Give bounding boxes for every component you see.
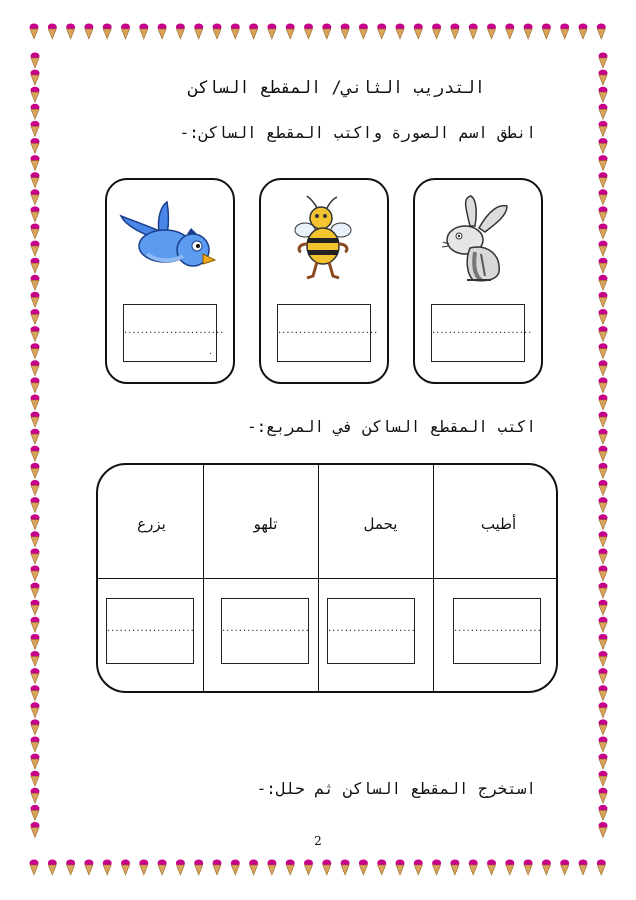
answer-placeholder: ..................... [328, 623, 416, 634]
ice-cream-cone-icon [599, 326, 608, 342]
ice-cream-cone-icon [599, 446, 608, 462]
ice-cream-cone-icon [286, 24, 295, 40]
ice-cream-cone-icon [31, 446, 40, 462]
exercise3-instruction: استخرج المقطع الساكن ثم حلل:- [256, 779, 536, 798]
ice-cream-cone-icon [31, 189, 40, 205]
ice-cream-cone-icon [599, 87, 608, 103]
picture-card-bird [105, 178, 235, 384]
ice-cream-cone-icon [66, 860, 75, 876]
ice-cream-cone-icon [31, 309, 40, 325]
ice-cream-cone-icon [103, 24, 112, 40]
word-cell: تلهو [253, 515, 278, 533]
ice-cream-cone-icon [31, 360, 40, 376]
ice-cream-cone-icon [176, 860, 185, 876]
ice-cream-cone-icon [139, 24, 148, 40]
ice-cream-cone-icon [396, 860, 405, 876]
ice-cream-cone-icon [267, 24, 276, 40]
ice-cream-cone-icon [599, 206, 608, 222]
ice-cream-cone-icon [31, 719, 40, 735]
ice-cream-cone-icon [560, 24, 569, 40]
word-cell: يزرع [137, 515, 166, 533]
ice-cream-cone-icon [84, 24, 93, 40]
ice-cream-cone-icon [377, 24, 386, 40]
ice-cream-cone-icon [599, 241, 608, 257]
ice-cream-cone-icon [84, 860, 93, 876]
ice-cream-cone-icon [450, 24, 459, 40]
ice-cream-cone-icon [579, 24, 588, 40]
ice-cream-cone-icon [599, 805, 608, 821]
words-table [96, 463, 558, 693]
stray-mark: . [209, 347, 212, 357]
ice-cream-cone-icon [31, 53, 40, 69]
ice-cream-cone-icon [249, 24, 258, 40]
ice-cream-cone-icon [599, 224, 608, 240]
ice-cream-cone-icon [432, 860, 441, 876]
ice-cream-cone-icon [579, 860, 588, 876]
ice-cream-cone-icon [31, 206, 40, 222]
page-title: التدريب الثاني/ المقطع الساكن [188, 78, 485, 98]
ice-cream-cone-icon [542, 24, 551, 40]
ice-cream-cone-icon [599, 788, 608, 804]
answer-placeholder: ........................ [278, 325, 379, 336]
ice-cream-cone-icon [31, 805, 40, 821]
ice-cream-cone-icon [31, 87, 40, 103]
ice-cream-cone-icon [31, 548, 40, 564]
ice-cream-cone-icon [599, 702, 608, 718]
ice-cream-cone-icon [341, 24, 350, 40]
bottom-border [0, 852, 636, 882]
ice-cream-cone-icon [31, 668, 40, 684]
right-border [588, 0, 618, 900]
ice-cream-cone-icon [599, 771, 608, 787]
ice-cream-cone-icon [304, 24, 313, 40]
ice-cream-cone-icon [599, 754, 608, 770]
ice-cream-cone-icon [31, 566, 40, 582]
ice-cream-cone-icon [31, 104, 40, 120]
ice-cream-cone-icon [31, 377, 40, 393]
exercise1-instruction: انطق اسم الصورة واكتب المقطع الساكن:- [179, 123, 536, 142]
ice-cream-cone-icon [505, 860, 514, 876]
ice-cream-cone-icon [599, 583, 608, 599]
ice-cream-cone-icon [524, 860, 533, 876]
ice-cream-cone-icon [31, 326, 40, 342]
ice-cream-cone-icon [599, 138, 608, 154]
ice-cream-cone-icon [31, 292, 40, 308]
syllable-answer-box[interactable] [106, 598, 194, 664]
ice-cream-cone-icon [249, 860, 258, 876]
ice-cream-cone-icon [599, 668, 608, 684]
ice-cream-cone-icon [450, 860, 459, 876]
ice-cream-cone-icon [599, 121, 608, 136]
ice-cream-cone-icon [31, 651, 40, 667]
ice-cream-cone-icon [322, 24, 331, 40]
answer-box-bee[interactable] [277, 304, 379, 362]
answer-box-rabbit[interactable] [431, 304, 533, 362]
ice-cream-cone-icon [231, 24, 240, 40]
ice-cream-cone-icon [31, 617, 40, 633]
ice-cream-cone-icon [322, 860, 331, 876]
ice-cream-cone-icon [31, 514, 40, 530]
ice-cream-cone-icon [599, 617, 608, 633]
ice-cream-cone-icon [359, 24, 368, 40]
ice-cream-cone-icon [31, 685, 40, 701]
ice-cream-cone-icon [194, 860, 203, 876]
ice-cream-cone-icon [469, 24, 478, 40]
ice-cream-cone-icon [599, 719, 608, 735]
answer-placeholder: ........................ [432, 325, 533, 336]
ice-cream-cone-icon [31, 155, 40, 171]
ice-cream-cone-icon [599, 70, 608, 86]
picture-card-bee [259, 178, 389, 384]
ice-cream-cone-icon [487, 860, 496, 876]
ice-cream-cone-icon [599, 309, 608, 325]
ice-cream-cone-icon [31, 583, 40, 599]
top-border [0, 16, 636, 46]
ice-cream-cone-icon [158, 860, 167, 876]
ice-cream-cone-icon [176, 24, 185, 40]
ice-cream-cone-icon [139, 860, 148, 876]
ice-cream-cone-icon [599, 634, 608, 650]
ice-cream-cone-icon [66, 24, 75, 40]
bird-icon [107, 188, 233, 288]
ice-cream-cone-icon [31, 172, 40, 188]
ice-cream-cone-icon [599, 737, 608, 753]
ice-cream-cone-icon [103, 860, 112, 876]
ice-cream-cone-icon [599, 155, 608, 171]
ice-cream-cone-icon [31, 70, 40, 86]
ice-cream-cone-icon [487, 24, 496, 40]
ice-cream-cone-icon [286, 860, 295, 876]
ice-cream-cone-icon [414, 24, 423, 40]
syllable-answer-box[interactable] [327, 598, 415, 664]
ice-cream-cone-icon [599, 531, 608, 547]
ice-cream-cone-icon [599, 343, 608, 359]
ice-cream-cone-icon [31, 600, 40, 616]
ice-cream-cone-icon [560, 860, 569, 876]
ice-cream-cone-icon [31, 258, 40, 274]
syllable-answer-box[interactable] [453, 598, 541, 664]
ice-cream-cone-icon [359, 860, 368, 876]
ice-cream-cone-icon [599, 360, 608, 376]
ice-cream-cone-icon [341, 860, 350, 876]
ice-cream-cone-icon [377, 860, 386, 876]
ice-cream-cone-icon [31, 737, 40, 753]
ice-cream-cone-icon [396, 24, 405, 40]
ice-cream-cone-icon [599, 275, 608, 291]
ice-cream-cone-icon [524, 24, 533, 40]
ice-cream-cone-icon [599, 480, 608, 496]
ice-cream-cone-icon [599, 258, 608, 274]
ice-cream-cone-icon [121, 24, 130, 40]
picture-card-rabbit [413, 178, 543, 384]
ice-cream-cone-icon [542, 860, 551, 876]
answer-placeholder: ..................... [107, 623, 195, 634]
ice-cream-cone-icon [599, 395, 608, 411]
table-row-divider [98, 578, 556, 579]
ice-cream-cone-icon [599, 548, 608, 564]
ice-cream-cone-icon [414, 860, 423, 876]
ice-cream-cone-icon [599, 600, 608, 616]
ice-cream-cone-icon [599, 463, 608, 479]
ice-cream-cone-icon [599, 104, 608, 120]
ice-cream-cone-icon [213, 860, 222, 876]
ice-cream-cone-icon [599, 172, 608, 188]
ice-cream-cone-icon [599, 292, 608, 308]
ice-cream-cone-icon [31, 480, 40, 496]
bee-icon [261, 188, 387, 288]
ice-cream-cone-icon [599, 189, 608, 205]
rabbit-icon [415, 188, 541, 288]
ice-cream-cone-icon [599, 412, 608, 428]
ice-cream-cone-icon [31, 497, 40, 512]
ice-cream-cone-icon [599, 566, 608, 582]
ice-cream-cone-icon [505, 24, 514, 40]
answer-placeholder: ..................... [222, 623, 310, 634]
ice-cream-cone-icon [31, 702, 40, 718]
ice-cream-cone-icon [194, 24, 203, 40]
answer-placeholder: ..................... [454, 623, 542, 634]
ice-cream-cone-icon [267, 860, 276, 876]
ice-cream-cone-icon [599, 514, 608, 530]
ice-cream-cone-icon [31, 463, 40, 479]
page-number: 2 [314, 834, 322, 848]
ice-cream-cone-icon [599, 651, 608, 667]
ice-cream-cone-icon [31, 224, 40, 240]
ice-cream-cone-icon [599, 497, 608, 512]
ice-cream-cone-icon [469, 860, 478, 876]
ice-cream-cone-icon [432, 24, 441, 40]
answer-box-bird[interactable] [123, 304, 225, 362]
word-cell: يحمل [363, 515, 398, 533]
ice-cream-cone-icon [599, 685, 608, 701]
ice-cream-cone-icon [31, 343, 40, 359]
ice-cream-cone-icon [158, 24, 167, 40]
ice-cream-cone-icon [304, 860, 313, 876]
ice-cream-cone-icon [231, 860, 240, 876]
answer-placeholder: ........................ [124, 325, 225, 336]
word-cell: أطيب [480, 515, 517, 533]
ice-cream-cone-icon [121, 860, 130, 876]
ice-cream-cone-icon [31, 531, 40, 547]
ice-cream-cone-icon [599, 377, 608, 393]
ice-cream-cone-icon [213, 24, 222, 40]
ice-cream-cone-icon [599, 429, 608, 445]
ice-cream-cone-icon [31, 241, 40, 257]
ice-cream-cone-icon [31, 634, 40, 650]
syllable-answer-box[interactable] [221, 598, 309, 664]
exercise2-instruction: اكتب المقطع الساكن في المربع:- [247, 417, 536, 436]
ice-cream-cone-icon [31, 395, 40, 411]
ice-cream-cone-icon [599, 53, 608, 69]
ice-cream-cone-icon [31, 754, 40, 770]
ice-cream-cone-icon [31, 275, 40, 291]
